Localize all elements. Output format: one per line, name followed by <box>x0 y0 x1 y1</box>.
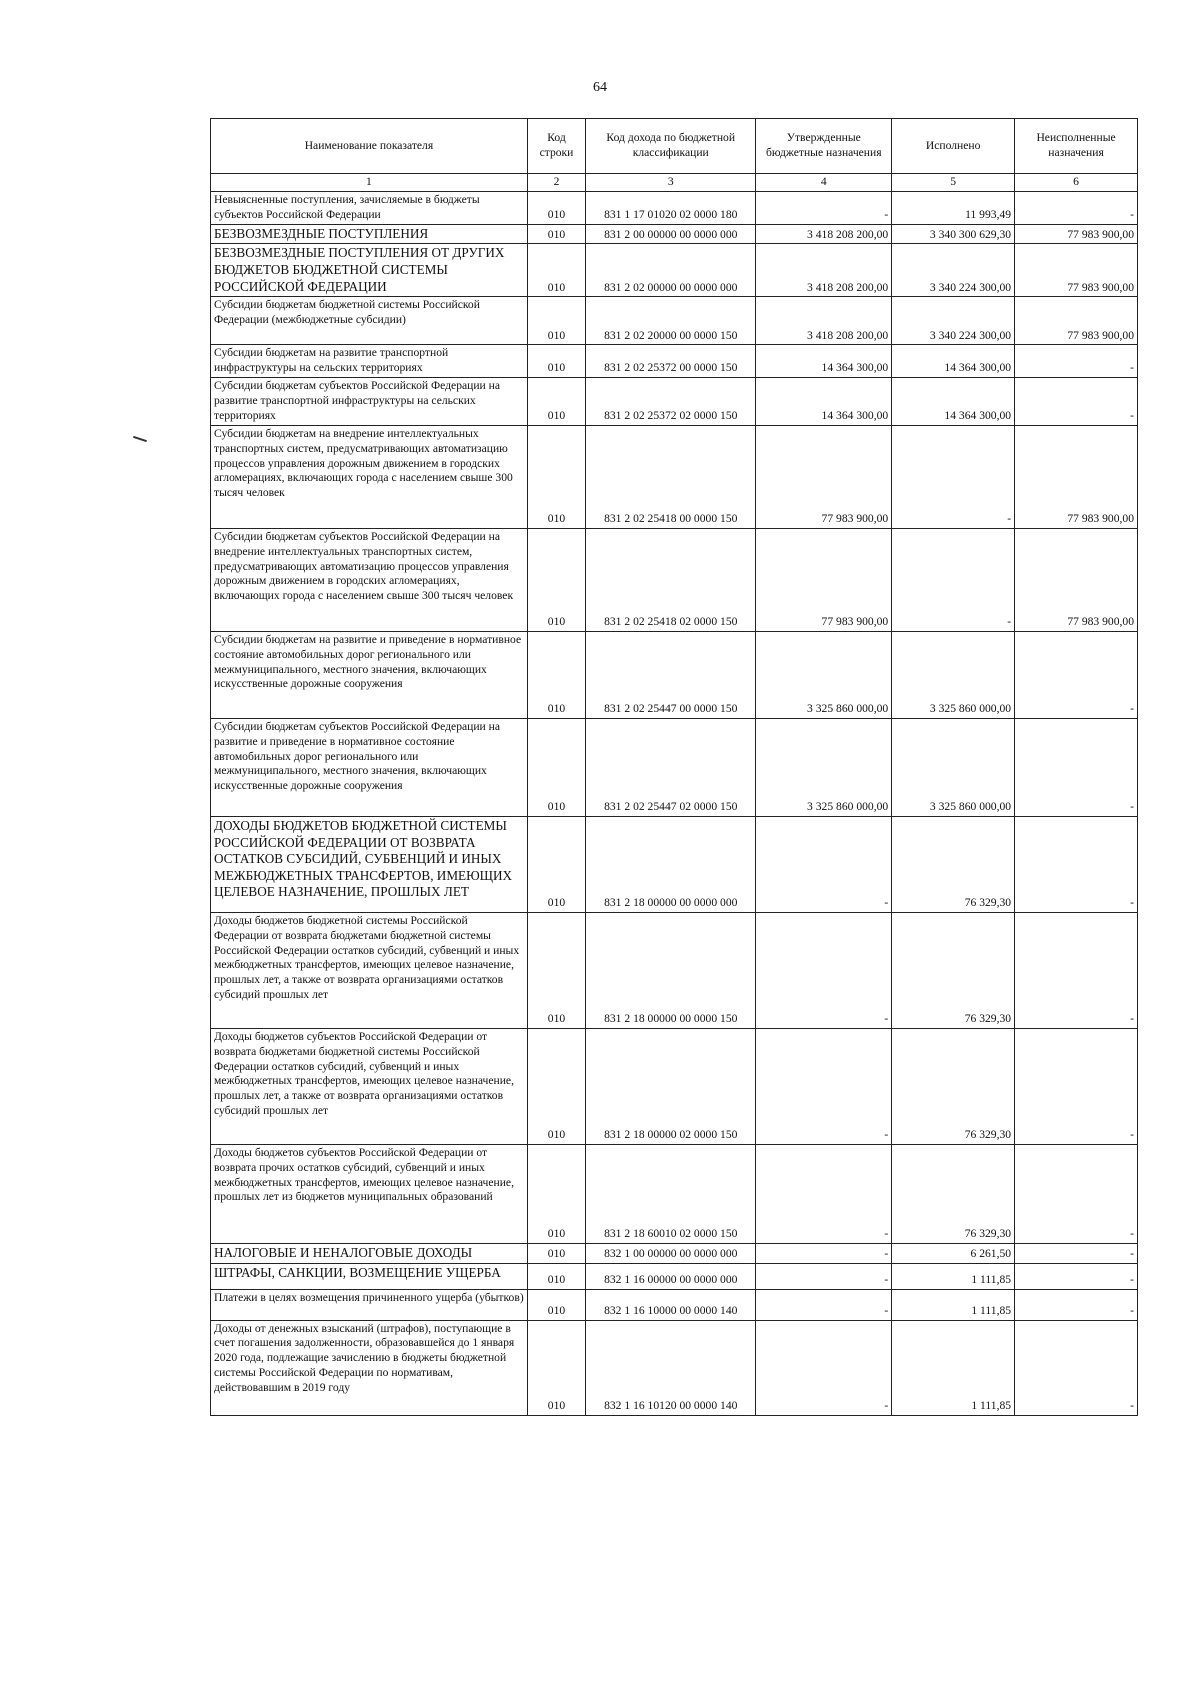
row-name: Платежи в целях возмещения причиненного ущерба (убытков) <box>211 1289 528 1320</box>
row-code: 010 <box>527 377 585 425</box>
row-executed: 76 329,30 <box>892 1144 1015 1243</box>
row-approved: - <box>756 816 892 912</box>
row-code: 010 <box>527 297 585 345</box>
row-classification: 831 2 18 00000 00 0000 150 <box>586 912 756 1028</box>
row-code: 010 <box>527 1144 585 1243</box>
row-name: Доходы от денежных взысканий (штрафов), поступающие в счет погашения задолженности, образовавшейся до 1 января 2020 года, подлежащие зачислению в бюджеты бюджетной системы Российской Федерации по нормативам, действовавшим в 2019 году <box>211 1320 528 1415</box>
row-approved: 77 983 900,00 <box>756 528 892 631</box>
row-code: 010 <box>527 345 585 378</box>
table-row <box>211 345 1138 378</box>
row-unexecuted: - <box>1015 1289 1138 1320</box>
row-executed: 6 261,50 <box>892 1243 1015 1263</box>
row-classification: 832 1 00 00000 00 0000 000 <box>586 1243 756 1263</box>
table-row <box>211 244 1138 297</box>
row-classification: 831 2 18 00000 00 0000 000 <box>586 816 756 912</box>
row-executed: 3 340 224 300,00 <box>892 297 1015 345</box>
row-code: 010 <box>527 1320 585 1415</box>
column-number-row <box>211 174 1138 192</box>
row-code: 010 <box>527 718 585 816</box>
row-code: 010 <box>527 816 585 912</box>
table-row <box>211 425 1138 528</box>
table-row <box>211 1263 1138 1289</box>
row-name: БЕЗВОЗМЕЗДНЫЕ ПОСТУПЛЕНИЯ <box>211 224 528 244</box>
row-executed: - <box>892 528 1015 631</box>
row-executed: 3 340 300 629,30 <box>892 224 1015 244</box>
budget-report-table <box>210 118 1138 1416</box>
header-classification: Код дохода по бюджетной классификации <box>586 119 756 174</box>
row-executed: 14 364 300,00 <box>892 377 1015 425</box>
row-unexecuted: - <box>1015 912 1138 1028</box>
row-unexecuted: - <box>1015 1144 1138 1243</box>
row-classification: 832 1 16 10120 00 0000 140 <box>586 1320 756 1415</box>
row-approved: 3 325 860 000,00 <box>756 718 892 816</box>
table-row <box>211 1320 1138 1415</box>
row-approved: - <box>756 1320 892 1415</box>
row-code: 010 <box>527 912 585 1028</box>
row-code: 010 <box>527 1263 585 1289</box>
row-executed: 1 111,85 <box>892 1320 1015 1415</box>
row-approved: 14 364 300,00 <box>756 345 892 378</box>
row-approved: - <box>756 1289 892 1320</box>
row-name: ШТРАФЫ, САНКЦИИ, ВОЗМЕЩЕНИЕ УЩЕРБА <box>211 1263 528 1289</box>
row-code: 010 <box>527 631 585 718</box>
row-executed: 3 340 224 300,00 <box>892 244 1015 297</box>
row-classification: 831 2 02 25447 02 0000 150 <box>586 718 756 816</box>
row-executed: - <box>892 425 1015 528</box>
row-approved: - <box>756 912 892 1028</box>
row-name: Невыясненные поступления, зачисляемые в бюджеты субъектов Российской Федерации <box>211 191 528 224</box>
row-approved: 3 418 208 200,00 <box>756 297 892 345</box>
table-row <box>211 631 1138 718</box>
row-approved: 3 418 208 200,00 <box>756 244 892 297</box>
row-approved: - <box>756 1028 892 1144</box>
row-code: 010 <box>527 1289 585 1320</box>
row-unexecuted: - <box>1015 345 1138 378</box>
table-body <box>211 191 1138 1415</box>
row-unexecuted: - <box>1015 1243 1138 1263</box>
row-approved: - <box>756 191 892 224</box>
header-approved: Утвержденные бюджетные назначения <box>756 119 892 174</box>
row-classification: 831 2 18 60010 02 0000 150 <box>586 1144 756 1243</box>
row-unexecuted: - <box>1015 1028 1138 1144</box>
table-row <box>211 377 1138 425</box>
row-code: 010 <box>527 224 585 244</box>
column-number: 1 <box>211 174 528 192</box>
row-classification: 831 2 18 00000 02 0000 150 <box>586 1028 756 1144</box>
row-executed: 76 329,30 <box>892 816 1015 912</box>
row-classification: 832 1 16 10000 00 0000 140 <box>586 1289 756 1320</box>
row-executed: 11 993,49 <box>892 191 1015 224</box>
row-executed: 3 325 860 000,00 <box>892 631 1015 718</box>
row-name: Доходы бюджетов бюджетной системы Российской Федерации от возврата бюджетами бюджетной системы Российской Федерации остатков субсидий, субвенций и иных межбюджетных трансфертов, имеющих целевое назначение, прошлых лет, а также от возврата организациями остатков субсидий прошлых лет <box>211 912 528 1028</box>
row-name: Доходы бюджетов субъектов Российской Федерации от возврата прочих остатков субсидий, субвенций и иных межбюджетных трансфертов, имеющих целевое назначение, прошлых лет из бюджетов муниципальных образований <box>211 1144 528 1243</box>
header-name: Наименование показателя <box>211 119 528 174</box>
row-name: Субсидии бюджетам на внедрение интеллектуальных транспортных систем, предусматривающих автоматизацию процессов управления дорожным движением в городских агломерациях, включающих города с населением свыше 300 тысяч человек <box>211 425 528 528</box>
row-classification: 831 2 02 25447 00 0000 150 <box>586 631 756 718</box>
row-approved: 3 418 208 200,00 <box>756 224 892 244</box>
row-classification: 831 2 02 25372 02 0000 150 <box>586 377 756 425</box>
row-approved: - <box>756 1144 892 1243</box>
column-number: 6 <box>1015 174 1138 192</box>
row-name: Субсидии бюджетам на развитие и приведение в нормативное состояние автомобильных дорог регионального или межмуниципального, местного значения, включающих искусственные дорожные сооружения <box>211 631 528 718</box>
table-row <box>211 1243 1138 1263</box>
row-approved: 77 983 900,00 <box>756 425 892 528</box>
row-executed: 76 329,30 <box>892 1028 1015 1144</box>
row-unexecuted: 77 983 900,00 <box>1015 297 1138 345</box>
row-unexecuted: - <box>1015 718 1138 816</box>
table-row <box>211 912 1138 1028</box>
header-code: Код строки <box>527 119 585 174</box>
column-number: 4 <box>756 174 892 192</box>
row-name: БЕЗВОЗМЕЗДНЫЕ ПОСТУПЛЕНИЯ ОТ ДРУГИХ БЮДЖЕТОВ БЮДЖЕТНОЙ СИСТЕМЫ РОССИЙСКОЙ ФЕДЕРАЦИИ <box>211 244 528 297</box>
row-name: Субсидии бюджетам бюджетной системы Российской Федерации (межбюджетные субсидии) <box>211 297 528 345</box>
row-code: 010 <box>527 528 585 631</box>
row-classification: 831 2 02 00000 00 0000 000 <box>586 244 756 297</box>
row-executed: 1 111,85 <box>892 1289 1015 1320</box>
row-classification: 831 1 17 01020 02 0000 180 <box>586 191 756 224</box>
table-row <box>211 191 1138 224</box>
row-name: Доходы бюджетов субъектов Российской Федерации от возврата бюджетами бюджетной системы Российской Федерации остатков субсидий, субвенций и иных межбюджетных трансфертов, имеющих целевое назначение, прошлых лет, а также от возврата организациями остатков субсидий прошлых лет <box>211 1028 528 1144</box>
table-row <box>211 1289 1138 1320</box>
page-number: 64 <box>593 80 607 95</box>
row-unexecuted: 77 983 900,00 <box>1015 425 1138 528</box>
row-name: ДОХОДЫ БЮДЖЕТОВ БЮДЖЕТНОЙ СИСТЕМЫ РОССИЙСКОЙ ФЕДЕРАЦИИ ОТ ВОЗВРАТА ОСТАТКОВ СУБСИДИЙ, СУБВЕНЦИЙ И ИНЫХ МЕЖБЮДЖЕТНЫХ ТРАНСФЕРТОВ, ИМЕЮЩИХ ЦЕЛЕВОЕ НАЗНАЧЕНИЕ, ПРОШЛЫХ ЛЕТ <box>211 816 528 912</box>
row-approved: - <box>756 1263 892 1289</box>
row-unexecuted: - <box>1015 816 1138 912</box>
row-unexecuted: - <box>1015 631 1138 718</box>
table-row <box>211 528 1138 631</box>
row-executed: 76 329,30 <box>892 912 1015 1028</box>
column-number: 5 <box>892 174 1015 192</box>
row-name: Субсидии бюджетам субъектов Российской Федерации на внедрение интеллектуальных транспортных систем, предусматривающих автоматизацию процессов управления дорожным движением в городских агломерациях, включающих города с населением свыше 300 тысяч человек <box>211 528 528 631</box>
row-name: Субсидии бюджетам субъектов Российской Федерации на развитие и приведение в нормативное состояние автомобильных дорог регионального или межмуниципального, местного значения, включающих искусственные дорожные сооружения <box>211 718 528 816</box>
row-unexecuted: 77 983 900,00 <box>1015 224 1138 244</box>
header-unexecuted: Неисполненные назначения <box>1015 119 1138 174</box>
table-row <box>211 718 1138 816</box>
table-row <box>211 224 1138 244</box>
table-row <box>211 816 1138 912</box>
table-row <box>211 1028 1138 1144</box>
row-executed: 3 325 860 000,00 <box>892 718 1015 816</box>
table-row <box>211 1144 1138 1243</box>
row-name: Субсидии бюджетам субъектов Российской Федерации на развитие транспортной инфраструктуры на сельских территориях <box>211 377 528 425</box>
row-name: НАЛОГОВЫЕ И НЕНАЛОГОВЫЕ ДОХОДЫ <box>211 1243 528 1263</box>
row-approved: 14 364 300,00 <box>756 377 892 425</box>
column-number: 2 <box>527 174 585 192</box>
row-name: Субсидии бюджетам на развитие транспортной инфраструктуры на сельских территориях <box>211 345 528 378</box>
row-unexecuted: - <box>1015 1263 1138 1289</box>
row-code: 010 <box>527 1243 585 1263</box>
row-unexecuted: - <box>1015 1320 1138 1415</box>
scan-mark <box>133 436 147 442</box>
row-unexecuted: 77 983 900,00 <box>1015 528 1138 631</box>
column-number: 3 <box>586 174 756 192</box>
header-executed: Исполнено <box>892 119 1015 174</box>
row-unexecuted: - <box>1015 377 1138 425</box>
row-code: 010 <box>527 244 585 297</box>
row-unexecuted: - <box>1015 191 1138 224</box>
row-classification: 831 2 02 25418 00 0000 150 <box>586 425 756 528</box>
row-approved: - <box>756 1243 892 1263</box>
row-code: 010 <box>527 191 585 224</box>
row-approved: 3 325 860 000,00 <box>756 631 892 718</box>
row-classification: 831 2 02 25372 00 0000 150 <box>586 345 756 378</box>
row-executed: 1 111,85 <box>892 1263 1015 1289</box>
row-classification: 831 2 02 25418 02 0000 150 <box>586 528 756 631</box>
row-code: 010 <box>527 425 585 528</box>
row-classification: 832 1 16 00000 00 0000 000 <box>586 1263 756 1289</box>
row-unexecuted: 77 983 900,00 <box>1015 244 1138 297</box>
row-executed: 14 364 300,00 <box>892 345 1015 378</box>
row-classification: 831 2 00 00000 00 0000 000 <box>586 224 756 244</box>
row-code: 010 <box>527 1028 585 1144</box>
row-classification: 831 2 02 20000 00 0000 150 <box>586 297 756 345</box>
header-row <box>211 119 1138 174</box>
table-row <box>211 297 1138 345</box>
